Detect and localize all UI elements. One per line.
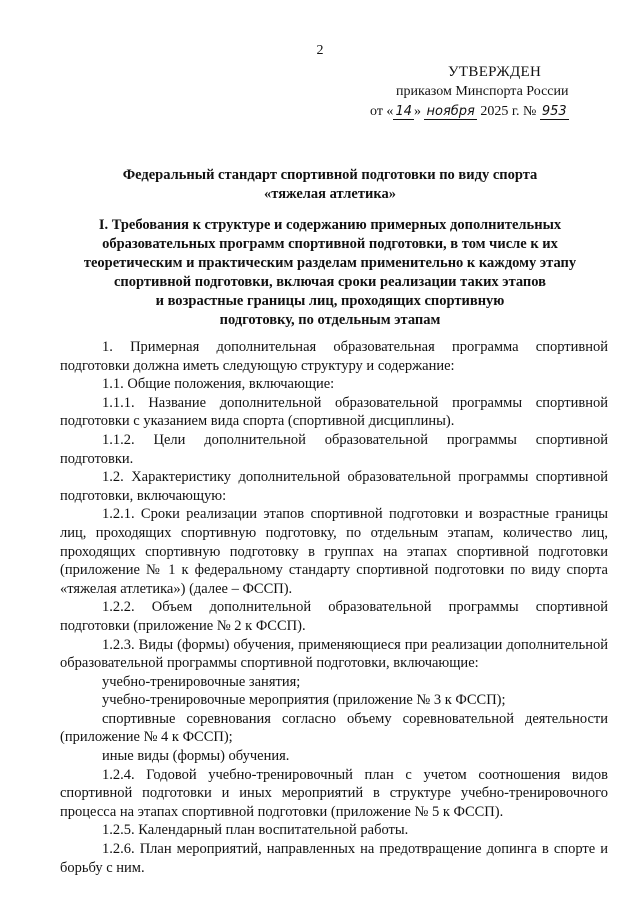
paragraph: 1.2.1. Сроки реализации этапов спортивной подготовки и возрастные границы лиц, проходящих спортивную подготовку, по отдельным этапам, количество лиц, проходящих спортивную подготовку в группах на этапах спортивной подготовки (приложение № 1 к федеральному стандарту спортивной подготовки по виду спорта «тяжелая атлетика») (далее – ФССП).: [60, 506, 608, 597]
section-heading-line: I. Требования к структуре и содержанию примерных дополнительных: [98, 217, 562, 233]
paragraph: 1.1.2. Цели дополнительной образовательной программы спортивной подготовки.: [60, 431, 608, 467]
date-year: 2025 г. №: [480, 104, 537, 119]
section-heading-line: подготовку, по отдельным этапам: [219, 312, 441, 328]
document-title: [60, 166, 600, 204]
approval-block: [370, 62, 620, 122]
paragraph: 1.2.2. Объем дополнительной образовательной программы спортивной подготовки (приложение № 2 к ФССП).: [60, 599, 608, 634]
approval-title: УТВЕРЖДЕН: [448, 64, 542, 80]
list-item: спортивные соревнования согласно объему соревновательной деятельности (приложение № 4 к ФССП);: [60, 710, 608, 746]
title-line: «тяжелая атлетика»: [264, 186, 396, 202]
approval-order: приказом Минспорта России: [396, 84, 569, 99]
approval-date-line: [370, 102, 620, 122]
date-prefix: от «: [370, 104, 394, 119]
date-mid: »: [413, 104, 421, 119]
title-line: Федеральный стандарт спортивной подготовки по виду спорта: [122, 167, 538, 183]
list-item: учебно-тренировочные занятия;: [102, 673, 301, 690]
section-heading-line: и возрастные границы лиц, проходящих спортивную: [155, 293, 505, 309]
list-item: иные виды (формы) обучения.: [102, 748, 290, 765]
handwritten-order-number: 953: [541, 104, 567, 119]
list-item: учебно-тренировочные мероприятия (приложение № 3 к ФССП);: [102, 692, 506, 709]
paragraph: 1.2.6. План мероприятий, направленных на предотвращение допинга в спорте и борьбу с ним.: [60, 841, 608, 876]
paragraph: 1.1. Общие положения, включающие:: [102, 376, 335, 393]
paragraph: 1.2.3. Виды (формы) обучения, применяющиеся при реализации дополнительной образовательной программы спортивной подготовки, включающие:: [60, 636, 608, 672]
section-heading-line: теоретическим и практическим разделам применительно к каждому этапу: [83, 255, 577, 271]
handwritten-day: 14: [395, 104, 412, 119]
handwritten-month: ноября: [426, 104, 475, 119]
section-heading-line: спортивной подготовки, включая сроки реализации таких этапов: [113, 274, 546, 290]
section-heading: [60, 216, 600, 330]
page-number: 2: [316, 43, 324, 58]
paragraph: 1.1.1. Название дополнительной образовательной программы спортивной подготовки с указанием вида спорта (спортивной дисциплины).: [60, 394, 608, 430]
paragraph: 1.2.5. Календарный план воспитательной работы.: [102, 822, 409, 839]
section-heading-line: образовательных программ спортивной подготовки, в том числе к их: [102, 236, 558, 252]
paragraph: 1. Примерная дополнительная образовательная программа спортивной подготовки должна иметь следующую структуру и содержание:: [60, 339, 608, 374]
paragraph: 1.2.4. Годовой учебно-тренировочный план с учетом соотношения видов спортивной подготовки и иных мероприятий в структуре учебно-тренировочного процесса на этапах спортивной подготовки (приложение № 5 к ФССП).: [60, 766, 608, 820]
paragraph: 1.2. Характеристику дополнительной образовательной программы спортивной подготовки, включающую:: [60, 469, 608, 504]
document-body: [60, 338, 608, 877]
